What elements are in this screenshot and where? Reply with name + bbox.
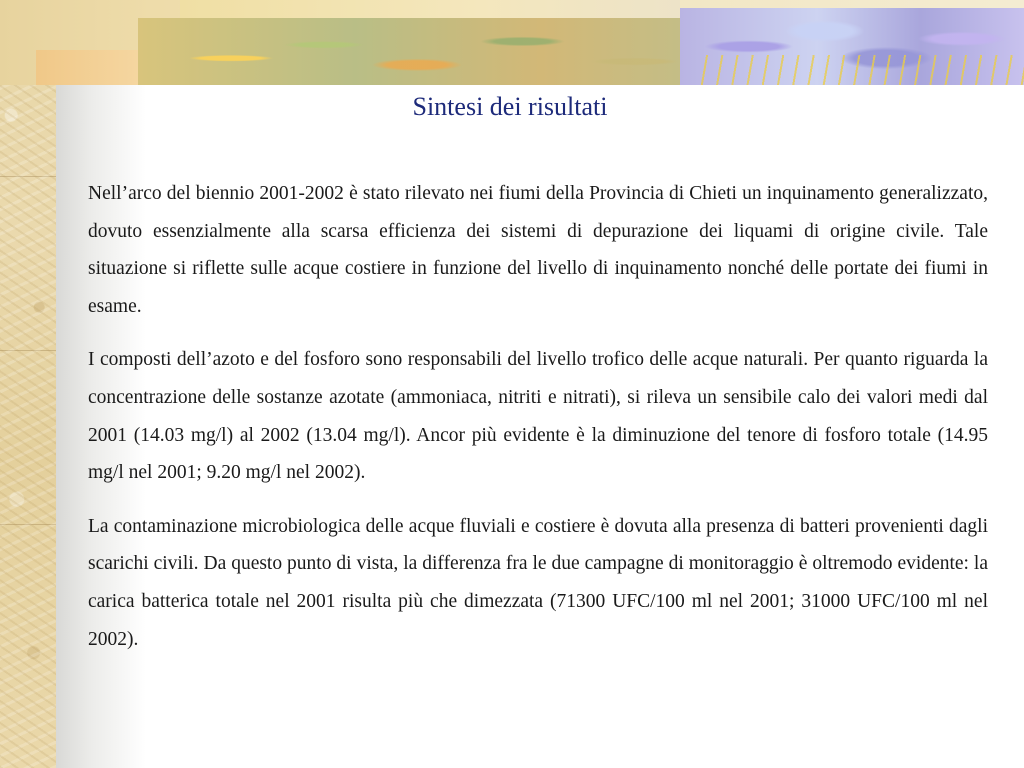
slide-body [88, 175, 988, 674]
top-decorative-banner [0, 0, 1024, 85]
left-parchment-strip [0, 0, 56, 768]
banner-band [180, 0, 680, 20]
body-paragraph: La contaminazione microbiologica delle acque fluviali e costiere è dovuta alla presenza di batteri provenienti dagli scarichi civili. Da questo punto di vista, la differenza fra le due campagne di monitoraggio è oltremodo evidente: la carica batterica totale nel 2001 risulta più che dimezzata (71300 UFC/100 ml nel 2001; 31000 UFC/100 ml nel 2002). [88, 515, 988, 650]
body-paragraph: I composti dell’azoto e del fosforo sono responsabili del livello trofico delle acque naturali. Per quanto riguarda la concentrazione delle sostanze azotate (ammoniaca, nitriti e nitrati), si rileva un sensibile calo dei valori medi dal 2001 (14.03 mg/l) al 2002 (13.04 mg/l). Ancor più evidente è la diminuzione del tenore di fosforo totale (14.95 mg/l nel 2001; 9.20 mg/l nel 2002). [88, 349, 988, 484]
body-paragraph: Nell’arco del biennio 2001-2002 è stato rilevato nei fiumi della Provincia di Chieti un inquinamento generalizzato, dovuto essenzialmente alla scarsa efficienza dei sistemi di depurazione dei liquami di origine civile. Tale situazione si riflette sulle acque costiere in funzione del livello di inquinamento nonché delle portate dei fiumi in esame. [88, 183, 988, 317]
strip-seam [0, 350, 56, 351]
slide-title: Sintesi dei risultati [412, 92, 608, 121]
title-area [200, 92, 820, 132]
strip-seam [0, 524, 56, 525]
banner-block [36, 50, 138, 85]
strip-seam [0, 176, 56, 177]
banner-gold-flecks [700, 55, 1024, 85]
banner-leaves-image [138, 18, 758, 85]
